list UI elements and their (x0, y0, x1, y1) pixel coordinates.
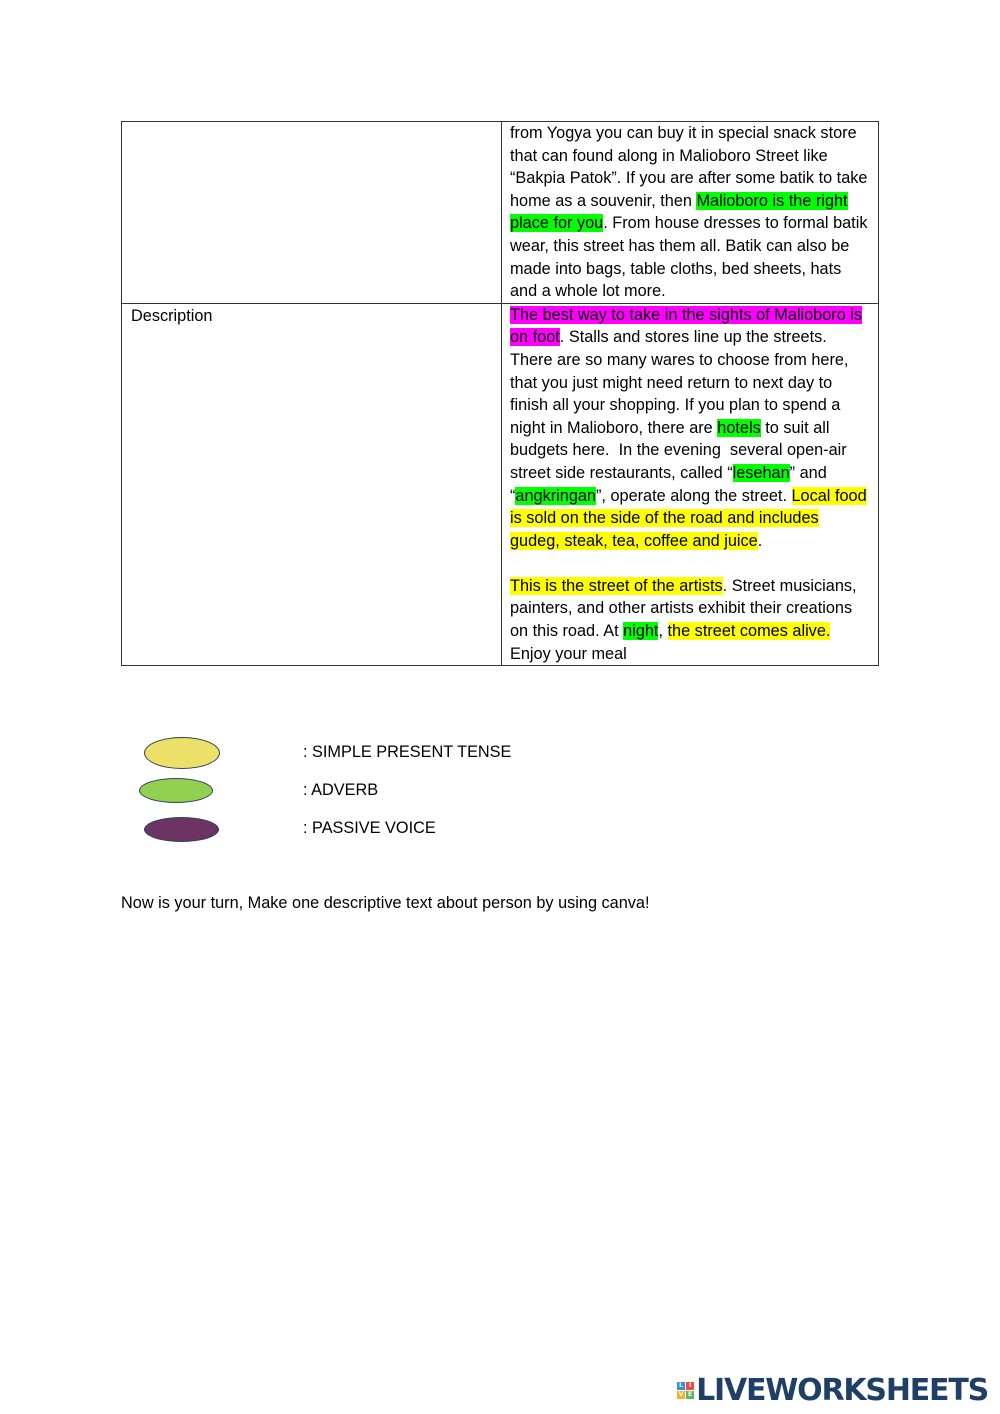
mark-square: I (686, 1382, 694, 1390)
highlight-yellow: This is the street of the artists (510, 576, 723, 595)
table-text-cell (502, 303, 879, 666)
text-run: from Yogya you can buy it in special snack store that can found along in Malioboro Street like “Bakpia Patok”. If you are after some batik to take home as a souvenir, then (510, 124, 868, 210)
highlight-green: lesehan (732, 463, 790, 482)
table-text-cell (502, 122, 879, 304)
row-label (122, 122, 501, 124)
purple-ellipse-icon (144, 817, 219, 842)
mark-square: L (677, 1382, 685, 1390)
text-run: Enjoy your meal (510, 644, 627, 663)
legend-label-passive-voice: : PASSIVE VOICE (303, 819, 436, 837)
instruction-text: Now is your turn, Make one descriptive text about person by using canva! (121, 894, 650, 912)
highlight-magenta: The best way to take in the sights of Malioboro is on foot (510, 305, 863, 347)
table-row (122, 122, 879, 304)
row-text (502, 122, 878, 303)
row-label: Description (131, 306, 213, 325)
text-run: . (757, 531, 763, 550)
brand-name: LIVEWORKSHEETS (696, 1373, 988, 1408)
text-run: ” and “ (510, 463, 827, 505)
content-table (121, 121, 879, 666)
paragraph (510, 575, 870, 665)
highlight-yellow: Local food is sold on the side of the road and includes gudeg, steak, tea, coffee and juice (510, 486, 867, 550)
text-run: , (658, 622, 668, 641)
highlight-yellow: the street comes alive. (667, 622, 831, 641)
text-run: ”, operate along the street. (596, 486, 792, 505)
paragraph (510, 122, 870, 303)
live-squares-icon (677, 1382, 694, 1399)
yellow-ellipse-icon (144, 737, 220, 769)
text-run: to suit all budgets here. In the evening several open-air street side restaurants, called “ (510, 418, 847, 482)
table-label-cell (122, 303, 502, 666)
table-label-cell (122, 122, 502, 304)
text-run: . Stalls and stores line up the streets. There are so many wares to choose from here, that you just might need return to next day to finish all your shopping. If you plan to spend a night in Malioboro, there are (510, 328, 849, 437)
highlight-green: angkringan (515, 486, 596, 505)
mark-square: E (688, 1391, 693, 1398)
highlight-green: night (623, 622, 659, 641)
highlight-green: Malioboro is the right place for you (510, 191, 848, 233)
row-text (502, 304, 878, 666)
text-run: . Street musicians, painters, and other artists exhibit their creations on this road. At (510, 576, 857, 641)
paragraph (510, 304, 870, 553)
legend-label-simple-present: : SIMPLE PRESENT TENSE (303, 743, 512, 761)
green-ellipse-icon (139, 778, 213, 803)
text-run: . From house dresses to formal batik wear, this street has them all. Batik can also be made into bags, table cloths, bed sheets, hats and a whole lot more. (510, 214, 868, 301)
table-row (122, 303, 879, 666)
mark-square: V (678, 1391, 684, 1398)
brand-logo[interactable] (677, 1373, 988, 1408)
highlight-green: hotels (717, 418, 761, 437)
legend-label-adverb: : ADVERB (303, 781, 379, 799)
